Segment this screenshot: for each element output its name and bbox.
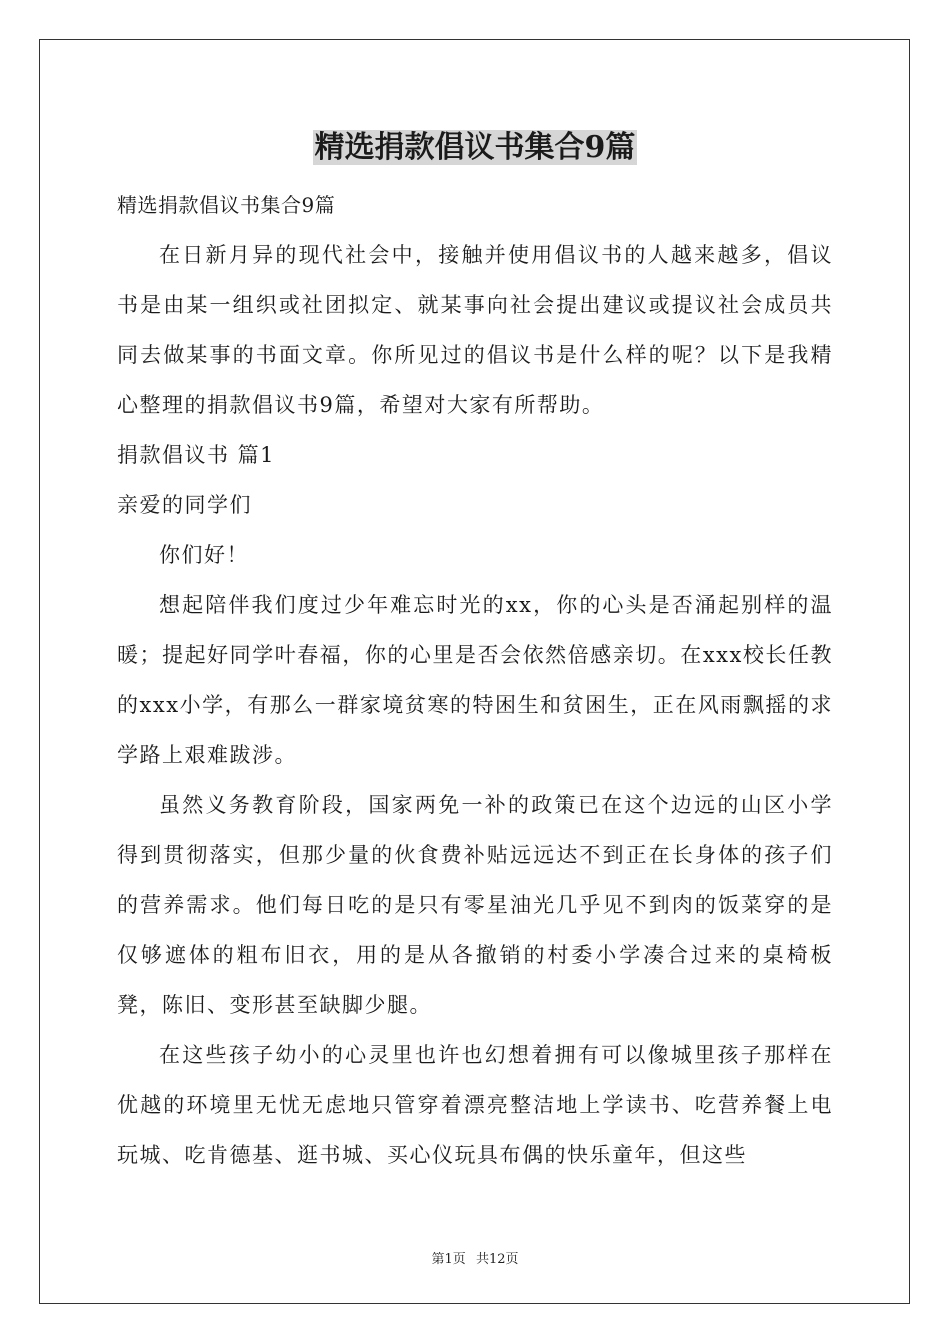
- page-footer: [0, 1248, 950, 1267]
- intro-paragraph: 在日新月异的现代社会中，接触并使用倡议书的人越来越多，倡议书是由某一组织或社团拟定、就某事向社会提出建议或提议社会成员共同去做某事的书面文章。你所见过的倡议书是什么样的呢？以下是我精心整理的捐款倡议书9篇，希望对大家有所帮助。: [117, 243, 833, 417]
- document-body: [117, 180, 833, 1180]
- page-total: 共12页: [475, 1252, 519, 1267]
- page-number: 第1页: [431, 1252, 466, 1267]
- body-paragraph: 在这些孩子幼小的心灵里也许也幻想着拥有可以像城里孩子那样在优越的环境里无忧无虑地只管穿着漂亮整洁地上学读书、吃营养餐上电玩城、吃肯德基、逛书城、买心仪玩具布偶的快乐童年，但这些: [117, 1043, 833, 1167]
- document-subtitle: 精选捐款倡议书集合9篇: [117, 193, 336, 217]
- body-paragraph: 虽然义务教育阶段，国家两免一补的政策已在这个边远的山区小学得到贯彻落实，但那少量的伙食费补贴远远达不到正在长身体的孩子们的营养需求。他们每日吃的是只有零星油光几乎见不到肉的饭菜穿的是仅够遮体的粗布旧衣，用的是从各撤销的村委小学凑合过来的桌椅板凳，陈旧、变形甚至缺脚少腿。: [117, 793, 833, 1017]
- body-paragraph: 想起陪伴我们度过少年难忘时光的xx，你的心头是否涌起别样的温暖；提起好同学叶春福，你的心里是否会依然倍感亲切。在xxx校长任教的xxx小学，有那么一群家境贫寒的特困生和贫困生，正在风雨飘摇的求学路上艰难跋涉。: [117, 593, 833, 767]
- section-heading: 捐款倡议书 篇1: [117, 443, 276, 467]
- salutation: 亲爱的同学们: [117, 493, 252, 517]
- greeting: 你们好！: [159, 543, 249, 567]
- document-title: [0, 126, 950, 170]
- document-title-text: 精选捐款倡议书集合9篇: [314, 130, 636, 165]
